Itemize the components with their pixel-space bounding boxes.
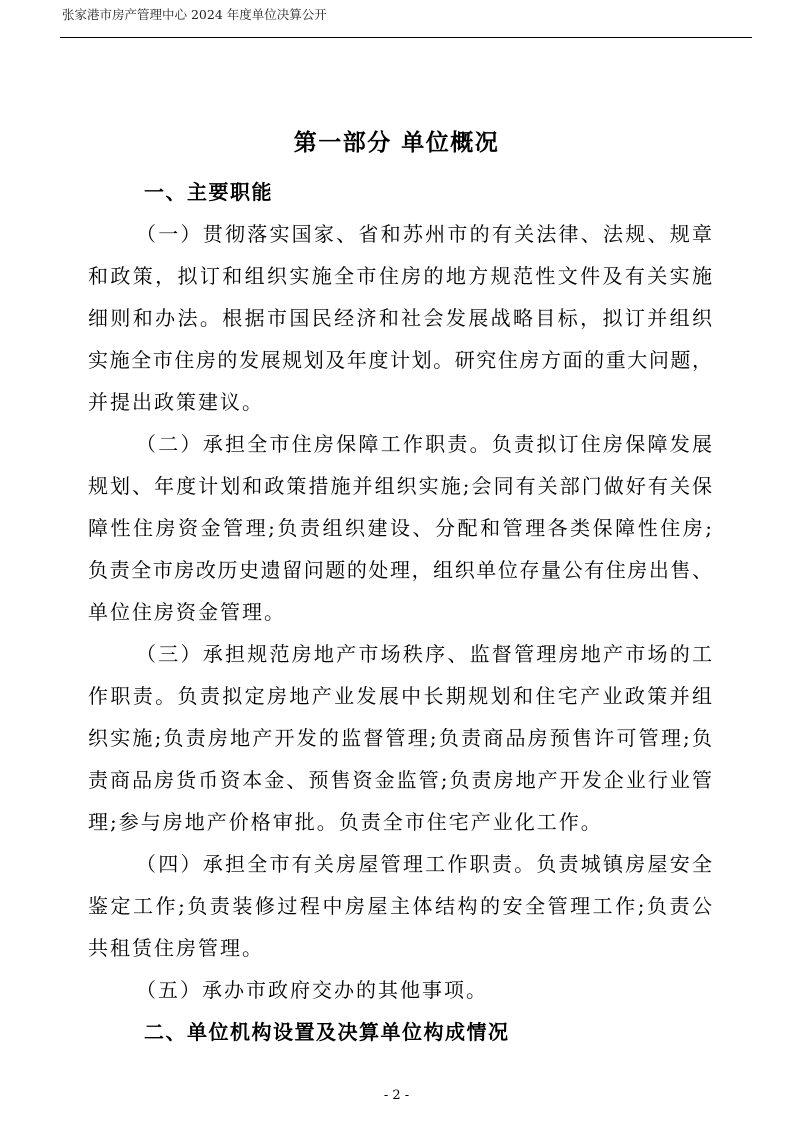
paragraph-line: （四）承担全市有关房屋管理工作职责。负责城镇房屋安全 [136,852,712,876]
paragraph-line: 鉴定工作;负责装修过程中房屋主体结构的安全管理工作;负责公 [88,894,712,918]
paragraph-line: 作职责。负责拟定房地产业发展中长期规划和住宅产业政策并组 [88,684,712,708]
section-heading: 一、主要职能 [144,180,273,204]
paragraph-line: 和政策，拟订和组织实施全市住房的地方规范性文件及有关实施 [88,264,712,288]
paragraph-line: 实施全市住房的发展规划及年度计划。研究住房方面的重大问题， [88,348,712,372]
section-heading: 二、单位机构设置及决算单位构成情况 [144,1020,510,1044]
header-rule [60,37,752,38]
paragraph-line: （五）承办市政府交办的其他事项。 [136,978,488,1002]
paragraph-line: 障性住房资金管理;负责组织建设、分配和管理各类保障性住房; [88,516,712,540]
paragraph [88,843,712,969]
paragraph-line: （二）承担全市住房保障工作职责。负责拟订住房保障发展 [136,432,712,456]
paragraph-line: 规划、年度计划和政策措施并组织实施;会同有关部门做好有关保 [88,474,712,498]
part-title: 第一部分 单位概况 [293,130,500,156]
paragraph [88,969,712,1011]
paragraph-line: （三）承担规范房地产市场秩序、监督管理房地产市场的工 [136,642,712,666]
paragraph-line: 织实施;负责房地产开发的监督管理;负责商品房预售许可管理;负 [88,726,712,750]
paragraph [88,213,712,423]
paragraph-line: 负责全市房改历史遗留问题的处理，组织单位存量公有住房出售、 [88,558,712,582]
paragraph-line: （一）贯彻落实国家、省和苏州市的有关法律、法规、规章 [136,222,712,246]
paragraph [88,633,712,843]
paragraph-line: 理;参与房地产价格审批。负责全市住宅产业化工作。 [88,810,603,834]
paragraph [88,423,712,633]
paragraph-line: 共租赁住房管理。 [88,936,264,960]
paragraph-line: 细则和办法。根据市国民经济和社会发展战略目标，拟订并组织 [88,306,712,330]
paragraph-line: 单位住房资金管理。 [88,600,286,624]
page-number: - 2 - [383,1088,410,1103]
paragraph-line: 责商品房货币资本金、预售资金监管;负责房地产开发企业行业管 [88,768,712,792]
paragraph-line: 并提出政策建议。 [88,390,264,414]
running-header: 张家港市房产管理中心 2024 年度单位决算公开 [62,7,327,22]
document-body [88,171,712,1053]
